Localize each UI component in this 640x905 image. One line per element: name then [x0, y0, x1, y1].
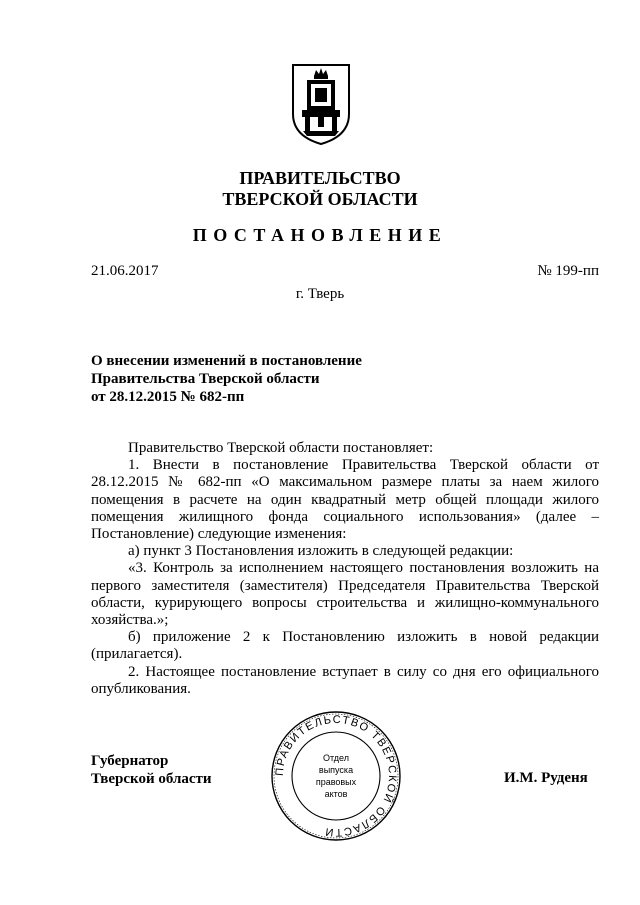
body-item-1a: а) пункт 3 Постановления изложить в следующей редакции: [128, 543, 514, 560]
authority-name-line1: ПРАВИТЕЛЬСТВО [239, 168, 401, 188]
signatory-position-line: Губернатор [91, 753, 169, 769]
document-subject [91, 352, 362, 406]
document-kind-title: ПОСТАНОВЛЕНИЕ [192, 225, 448, 245]
document-place: г. Тверь [295, 286, 345, 302]
signatory-position-line: Тверской области [91, 771, 212, 787]
stamp-center-line: актов [324, 789, 348, 799]
document-date: 21.06.2017 [91, 263, 159, 279]
body-item-1: 1. Внести в постановление Правительства Тверской области от 28.12.2015 № 682-пп «О максимальном размере платы за наем жилого помещения в расчете на один квадратный метр общей площади жилого помещения жилищного фонда социального использования» (далее – Постановление) следующие изменения: [91, 457, 599, 543]
authority-name-line2: ТВЕРСКОЙ ОБЛАСТИ [222, 189, 418, 209]
document-body [91, 440, 599, 698]
stamp-ring-text: ПРАВИТЕЛЬСТВО ТВЕРСКОЙ ОБЛАСТИ [273, 713, 399, 839]
signatory-position [91, 752, 212, 788]
body-item-1a-quote: «3. Контроль за исполнением настоящего постановления возложить на первого заместителя (заместителя) Председателя Правительства Тверской области, курирующего вопросы строительства и жилищно-коммунального хозяйства.»; [91, 560, 599, 629]
document-number: № 199-пп [537, 263, 599, 279]
official-stamp [269, 709, 403, 843]
stamp-center-line: выпуска [318, 765, 354, 775]
body-item-2: 2. Настоящее постановление вступает в силу со дня его официального опубликования. [91, 663, 599, 697]
subject-line: Правительства Тверской области [91, 371, 320, 387]
coat-of-arms-emblem [290, 62, 352, 146]
body-item-1b: б) приложение 2 к Постановлению изложить в новой редакции (прилагается). [91, 629, 599, 663]
stamp-center-line: правовых [315, 777, 357, 787]
signatory-name: И.М. Руденя [504, 770, 588, 786]
subject-line: от 28.12.2015 № 682-пп [91, 389, 245, 405]
subject-line: О внесении изменений в постановление [91, 353, 362, 369]
body-intro: Правительство Тверской области постановляет: [128, 440, 434, 456]
stamp-center-line: Отдел [322, 753, 350, 763]
